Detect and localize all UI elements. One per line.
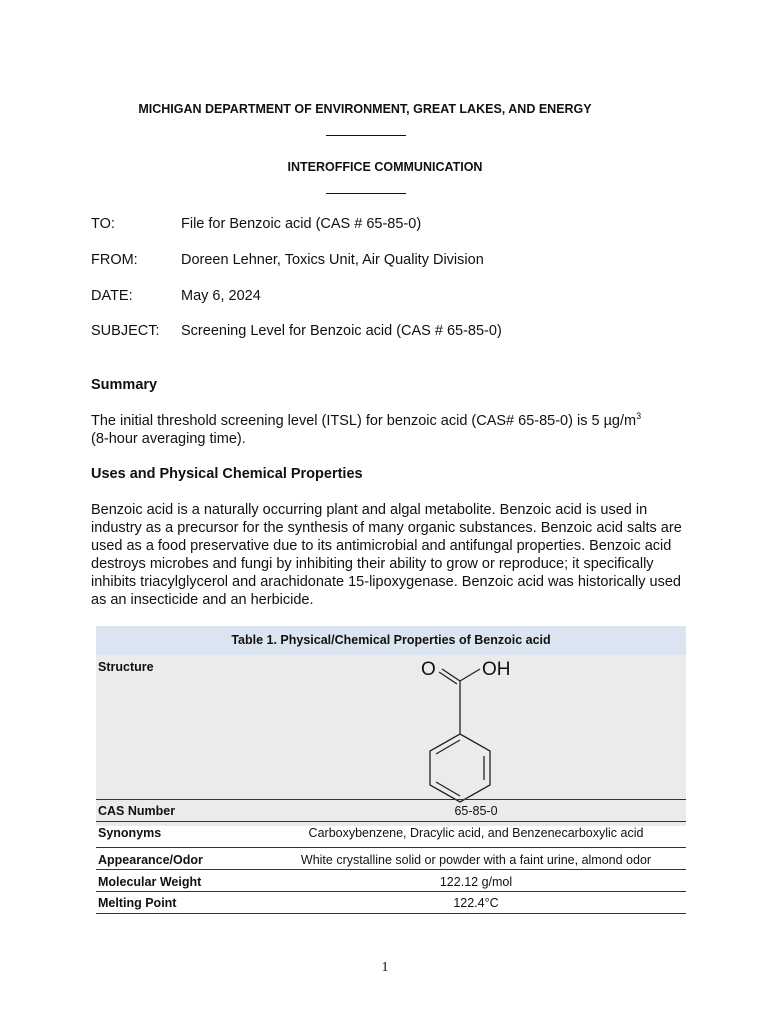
doc-type-header: INTEROFFICE COMMUNICATION [287,160,483,174]
memo-subject [91,323,502,339]
row-key: CAS Number [98,804,176,818]
summary-line2: (8-hour averaging time). [91,431,246,447]
structure-cell [96,655,686,826]
memo-to [91,216,421,232]
benzoic-acid-structure-icon [411,655,531,826]
header-rule [326,193,406,194]
table-rule [96,891,686,892]
memo-from [91,252,484,268]
hydroxyl-label: OH [482,659,511,680]
row-key: Melting Point [98,896,177,910]
memo-label: SUBJECT: [91,323,160,339]
table-rule [96,913,686,914]
summary-text [91,412,691,448]
summary-title: Summary [91,377,158,393]
memo-value: Screening Level for Benzoic acid (CAS # 65-85-0) [181,323,502,339]
table-rule [96,869,686,870]
page-number: 1 [381,960,389,975]
table-rule [96,799,686,800]
header-rule [326,135,406,136]
summary-line1: The initial threshold screening level (ITSL) for benzoic acid (CAS# 65-85-0) is 5 µg/m [91,413,637,429]
row-value: White crystalline solid or powder with a faint urine, almond odor [300,853,652,867]
uses-text: Benzoic acid is a naturally occurring plant and algal metabolite. Benzoic acid is used in industry as a precursor for the synthesis of many organic substances. Benzoic acid salts are used as a food preservative due to its antimicrobial and antifungal properties. Benzoic acid destroys microbes and fungi by inhibiting their ability to grow or reproduce; it specifically inhibits triacylglycerol and arachidonate 15-lipoxygenase. Benzoic acid was historically used as an insecticide and an herbicide. [91,502,682,608]
memo-value: May 6, 2024 [181,288,261,304]
memo-date [91,288,261,304]
row-value: Carboxybenzene, Dracylic acid, and Benzenecarboxylic acid [308,826,644,840]
row-value: 122.12 g/mol [439,875,513,889]
row-value: 65-85-0 [454,804,498,818]
agency-header: MICHIGAN DEPARTMENT OF ENVIRONMENT, GREAT LAKES, AND ENERGY [138,102,592,116]
memo-label: DATE: [91,288,133,304]
row-key: Appearance/Odor [98,853,203,867]
table-caption: Table 1. Physical/Chemical Properties of Benzoic acid [96,626,686,655]
uses-title: Uses and Physical Chemical Properties [91,466,363,482]
memo-value: File for Benzoic acid (CAS # 65-85-0) [181,216,422,232]
row-value: 122.4°C [453,896,499,910]
oxygen-label: O [421,659,436,680]
row-key: Synonyms [98,826,162,840]
summary-superscript: 3 [636,411,642,421]
table-rule [96,847,686,848]
table-rule [96,821,686,822]
memo-value: Doreen Lehner, Toxics Unit, Air Quality Division [181,252,484,268]
memo-label: TO: [91,216,115,232]
row-key: Molecular Weight [98,875,202,889]
memo-label: FROM: [91,252,138,268]
